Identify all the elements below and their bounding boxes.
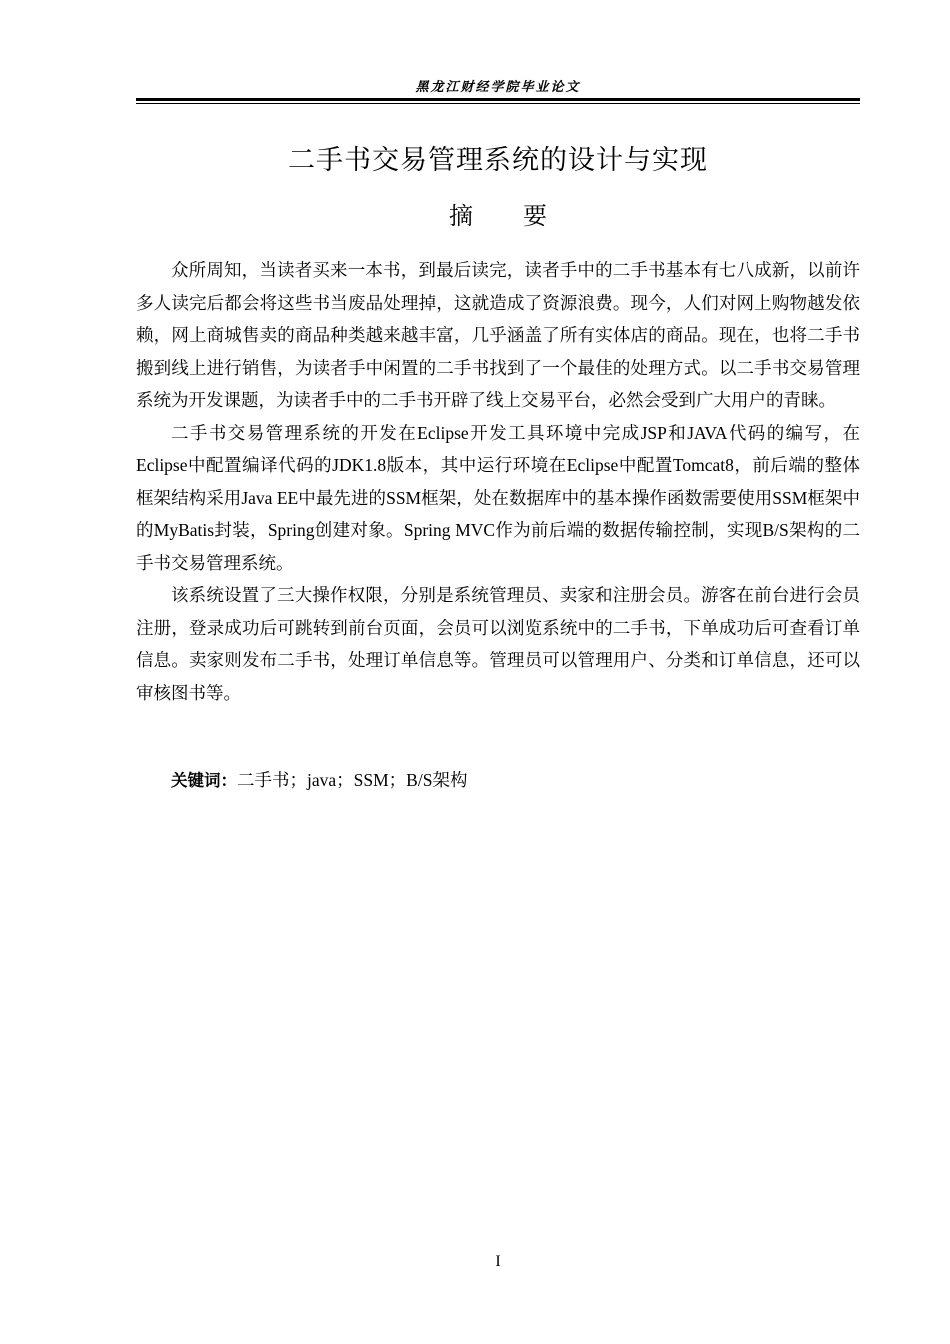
abstract-paragraph-2: 二手书交易管理系统的开发在Eclipse开发工具环境中完成JSP和JAVA代码的编写，在Eclipse中配置编译代码的JDK1.8版本，其中运行环境在Eclipse中配置Tomcat8，前后端的整体框架结构采用Java EE中最先进的SSM框架，处在数据库中的基本操作函数需要使用SSM框架中的MyBatis封装，Spring创建对象。Spring MVC作为前后端的数据传输控制，实现B/S架构的二手书交易管理系统。 (136, 422, 860, 573)
abstract-heading-char-2: 要 (523, 202, 547, 230)
thesis-title: 二手书交易管理系统的设计与实现 (288, 145, 708, 176)
header-rule-thick (136, 98, 860, 101)
header-rule-thin (136, 103, 860, 104)
abstract-heading (136, 196, 860, 231)
page-number: I (495, 1253, 501, 1270)
running-header: 黑龙江财经学院毕业论文 (415, 80, 581, 95)
keywords-line (136, 764, 860, 797)
keywords-value: 二手书；java；SSM；B/S架构 (237, 770, 468, 790)
keywords-label: 关键词： (171, 771, 237, 790)
abstract-heading-char-1: 摘 (449, 202, 473, 230)
abstract-paragraph-3: 该系统设置了三大操作权限，分别是系统管理员、卖家和注册会员。游客在前台进行会员注册，登录成功后可跳转到前台页面，会员可以浏览系统中的二手书，下单成功后可查看订单信息。卖家则发布二手书，处理订单信息等。管理员可以管理用户、分类和订单信息，还可以审核图书等。 (136, 585, 860, 703)
abstract-body (136, 254, 860, 709)
abstract-paragraph-1: 众所周知，当读者买来一本书，到最后读完，读者手中的二手书基本有七八成新，以前许多人读完后都会将这些书当废品处理掉，这就造成了资源浪费。现今，人们对网上购物越发依赖，网上商城售卖的商品种类越来越丰富，几乎涵盖了所有实体店的商品。现在，也将二手书搬到线上进行销售，为读者手中闲置的二手书找到了一个最佳的处理方式。以二手书交易管理系统为开发课题，为读者手中的二手书开辟了线上交易平台，必然会受到广大用户的青睐。 (136, 260, 860, 410)
